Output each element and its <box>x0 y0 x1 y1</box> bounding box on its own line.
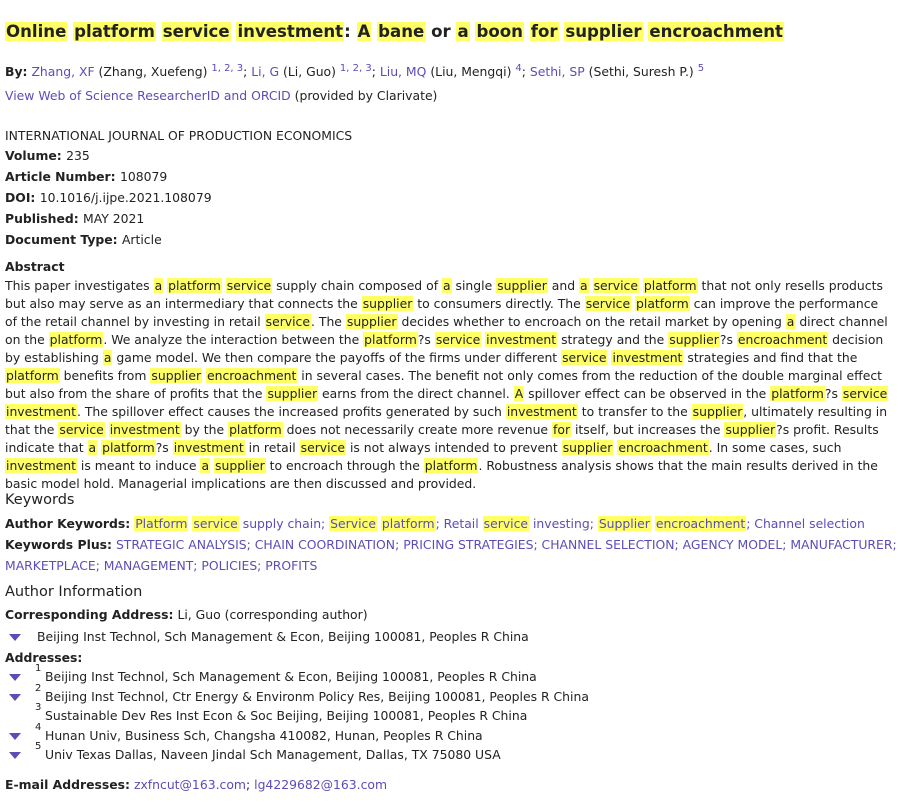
keywords-heading: Keywords <box>5 492 75 508</box>
highlighted-term: a <box>443 278 451 293</box>
author-keywords-row <box>5 516 902 531</box>
title-text: or <box>425 22 457 41</box>
highlighted-term: for <box>553 422 571 437</box>
meta-label: Document Type: <box>5 232 122 247</box>
researcher-line <box>5 88 902 103</box>
authors-list <box>31 64 704 79</box>
email-link[interactable]: zxfncut@163.com <box>133 777 246 792</box>
highlighted-term: investment <box>6 458 76 473</box>
highlighted-term: platform <box>643 278 697 293</box>
highlighted-term: a <box>201 458 210 473</box>
corresponding-label: Corresponding Address: <box>5 607 174 622</box>
highlighted-term: platform <box>424 458 478 473</box>
authors-line <box>5 63 902 79</box>
highlighted-term: platform <box>229 422 282 437</box>
highlighted-term: supplier <box>497 278 547 293</box>
abstract-heading: Abstract <box>5 259 65 274</box>
keywords-plus-links-cont[interactable]: MARKETPLACE; MANAGEMENT; POLICIES; PROFITS <box>5 558 318 573</box>
highlighted-term: supplier <box>692 404 743 419</box>
highlighted-term: Online <box>6 22 67 41</box>
highlighted-term: investment <box>237 22 344 41</box>
highlighted-term: service <box>585 296 631 311</box>
expand-triangle-icon[interactable] <box>9 694 21 701</box>
meta-value: 10.1016/j.ijpe.2021.108079 <box>39 190 212 205</box>
highlighted-term: a <box>786 314 795 329</box>
highlighted-term: supplier <box>565 22 642 41</box>
by-label: By: <box>5 64 28 80</box>
journal-name: INTERNATIONAL JOURNAL OF PRODUCTION ECONOMICS <box>5 128 353 143</box>
highlighted-term: service <box>562 350 607 365</box>
meta-value: 108079 <box>119 169 168 184</box>
highlighted-term: platform <box>49 332 103 347</box>
address-number: 2 <box>35 682 42 694</box>
researcher-note: (provided by Clarivate) <box>290 88 438 103</box>
highlighted-term: Supplier <box>598 516 650 531</box>
highlighted-term: investment <box>109 422 180 437</box>
author-affiliation-refs[interactable]: 4 <box>515 63 522 74</box>
expand-triangle-icon[interactable] <box>9 733 21 740</box>
highlighted-term: Platform <box>135 516 188 531</box>
email-links <box>134 777 387 792</box>
corresponding-row <box>5 607 902 622</box>
email-link[interactable]: lg4229682@163.com <box>254 777 388 792</box>
meta-row <box>5 190 902 205</box>
title-text <box>524 22 530 41</box>
highlighted-term: a <box>457 22 469 41</box>
expand-triangle-icon[interactable] <box>9 634 21 641</box>
corresponding-value: Li, Guo (corresponding author) <box>177 607 368 622</box>
author-link[interactable]: Zhang, XF <box>31 64 95 80</box>
highlighted-term: platform <box>636 296 689 311</box>
meta-row <box>5 211 902 226</box>
expand-triangle-icon[interactable] <box>9 674 21 681</box>
meta-row <box>5 232 902 247</box>
meta-value: MAY 2021 <box>83 211 145 226</box>
keywords-plus-label: Keywords Plus: <box>5 537 112 552</box>
highlighted-term: investment <box>173 440 244 455</box>
highlighted-term: service <box>193 516 238 531</box>
address-text: Sustainable Dev Res Inst Econ & Soc Beijing, Beijing 100081, Peoples R China <box>45 708 528 723</box>
abstract-text: This paper investigates a platform service supply chain composed of a single supplier and a service platform that not only resells products but also may serve as an intermediary that connects the supplier to consumers directly. The service platform can improve the performance of the retail channel by investing in retail service. The supplier decides whether to encroach on the retail market by opening a direct channel on the platform. We analyze the interaction between the platform?s service investment strategy and the supplier?s encroachment decision by establishing a game model. We then compare the payoffs of the firms under different service investment strategies and find that the platform benefits from supplier encroachment in several cases. The benefit not only comes from the reduction of the double marginal effect but also from the share of profits that the supplier earns from the direct channel. A spillover effect can be observed in the platform?s service investment. The spillover effect causes the increased profits generated by such investment to transfer to the supplier, ultimately resulting in that the service investment by the platform does not necessarily create more revenue for itself, but increases the supplier?s profit. Results indicate that a platform?s investment in retail service is not always intended to prevent supplier encroachment. In some cases, such investment is meant to induce a supplier to encroach through the platform. Robustness analysis shows that the main results derived in the basic model hold. Managerial implications are then discussed and provided. <box>5 278 888 491</box>
highlighted-term: supplier <box>267 386 318 401</box>
highlighted-term: a <box>154 278 163 293</box>
meta-value: 235 <box>66 148 90 163</box>
highlighted-term: investment <box>612 350 683 365</box>
highlighted-term: A <box>514 386 524 401</box>
author-link[interactable]: Li, G <box>251 64 280 80</box>
author-fullname: (Sethi, Suresh P.) <box>584 64 698 80</box>
highlighted-term: service <box>300 440 345 455</box>
title-text: : <box>344 22 357 41</box>
address-number: 1 <box>35 663 42 674</box>
highlighted-term: service <box>162 22 230 41</box>
highlighted-term: supplier <box>215 458 265 473</box>
meta-value: Article <box>121 232 162 247</box>
meta-row <box>5 148 902 163</box>
author-fullname: (Li, Guo) <box>279 64 340 80</box>
highlighted-term: investment <box>6 404 76 419</box>
highlighted-term: service <box>593 278 638 293</box>
address-text: Hunan Univ, Business Sch, Changsha 410082, Hunan, Peoples R China <box>45 727 483 743</box>
highlighted-term: a <box>103 350 112 365</box>
author-link[interactable]: Sethi, SP <box>529 64 585 80</box>
highlighted-term: service <box>435 332 481 347</box>
highlighted-term: service <box>483 516 529 531</box>
address-text: Univ Texas Dallas, Naveen Jindal Sch Management, Dallas, TX 75080 USA <box>45 747 501 762</box>
highlighted-term: a <box>580 278 588 293</box>
separator: ; <box>243 64 252 80</box>
addresses-label: Addresses: <box>5 650 83 665</box>
highlighted-term: platform <box>364 332 417 347</box>
highlighted-term: platform <box>102 440 155 455</box>
highlighted-term: encroachment <box>649 22 783 41</box>
address-text: Beijing Inst Technol, Ctr Energy & Environm Policy Res, Beijing 100081, Peoples R China <box>45 688 589 704</box>
highlighted-term: investment <box>506 404 577 419</box>
address-text: Beijing Inst Technol, Sch Management & Econ, Beijing 100081, Peoples R China <box>45 669 537 684</box>
title-text <box>156 22 162 41</box>
keywords-plus-links[interactable]: STRATEGIC ANALYSIS; CHAIN COORDINATION; PRICING STRATEGIES; CHANNEL SELECTION; AGENCY MODEL; MANUFACTURER; <box>115 537 897 552</box>
address-number: 3 <box>35 702 42 713</box>
author-link[interactable]: Liu, MQ <box>379 64 427 80</box>
email-label: E-mail Addresses: <box>5 777 131 792</box>
highlighted-term: encroachment <box>737 332 828 347</box>
author-affiliation-refs[interactable]: 1, 2, 3 <box>339 63 372 74</box>
author-fullname: (Liu, Mengqi) <box>426 64 516 80</box>
highlighted-term: platform <box>6 368 59 383</box>
meta-label: DOI: <box>5 190 40 205</box>
highlighted-term: service <box>226 278 272 293</box>
highlighted-term: boon <box>476 22 523 41</box>
author-affiliation-refs[interactable]: 1, 2, 3 <box>211 63 244 74</box>
highlighted-term: supplier <box>669 332 719 347</box>
meta-row <box>5 169 902 184</box>
author-keywords-links[interactable]: Platform service supply chain; Service platform; Retail service investing; Supplier encroachment; Channel selection <box>135 516 865 531</box>
highlighted-term: investment <box>486 332 557 347</box>
separator: ; <box>371 64 380 80</box>
article-title <box>5 22 902 41</box>
highlighted-term: for <box>530 22 558 41</box>
highlighted-term: service <box>265 314 310 329</box>
highlighted-term: platform <box>74 22 155 41</box>
author-keywords-label: Author Keywords: <box>5 516 131 531</box>
author-affiliation-refs[interactable]: 5 <box>697 63 705 74</box>
highlighted-term: platform <box>771 386 824 401</box>
highlighted-term: service <box>842 386 888 401</box>
highlighted-term: service <box>59 422 104 437</box>
address-number: 4 <box>35 721 42 733</box>
highlighted-term: supplier <box>362 296 413 311</box>
highlighted-term: Service <box>330 516 376 531</box>
expand-triangle-icon[interactable] <box>9 752 21 759</box>
highlighted-term: supplier <box>725 422 776 437</box>
separator: ; <box>246 777 255 792</box>
author-fullname: (Zhang, Xuefeng) <box>94 64 212 80</box>
author-info-heading: Author Information <box>5 584 143 600</box>
highlighted-term: bane <box>378 22 425 41</box>
meta-label: Published: <box>5 211 84 226</box>
separator: ; <box>521 64 530 80</box>
highlighted-term: supplier <box>562 440 613 455</box>
meta-label: Article Number: <box>5 169 120 184</box>
meta-label: Volume: <box>5 148 67 163</box>
highlighted-term: encroachment <box>655 516 746 531</box>
email-row <box>5 777 902 792</box>
highlighted-term: encroachment <box>618 440 708 455</box>
highlighted-term: encroachment <box>207 368 297 383</box>
highlighted-term: supplier <box>151 368 202 383</box>
highlighted-term: a <box>88 440 97 455</box>
highlighted-term: A <box>357 22 371 41</box>
highlighted-term: platform <box>168 278 221 293</box>
address-number: 5 <box>35 741 42 752</box>
highlighted-term: supplier <box>346 314 397 329</box>
corresponding-address: Beijing Inst Technol, Sch Management & Econ, Beijing 100081, Peoples R China <box>37 629 529 644</box>
keywords-plus-row <box>5 537 902 552</box>
highlighted-term: platform <box>381 516 435 531</box>
researcher-id-link[interactable]: View Web of Science ResearcherID and ORCID <box>5 88 291 103</box>
